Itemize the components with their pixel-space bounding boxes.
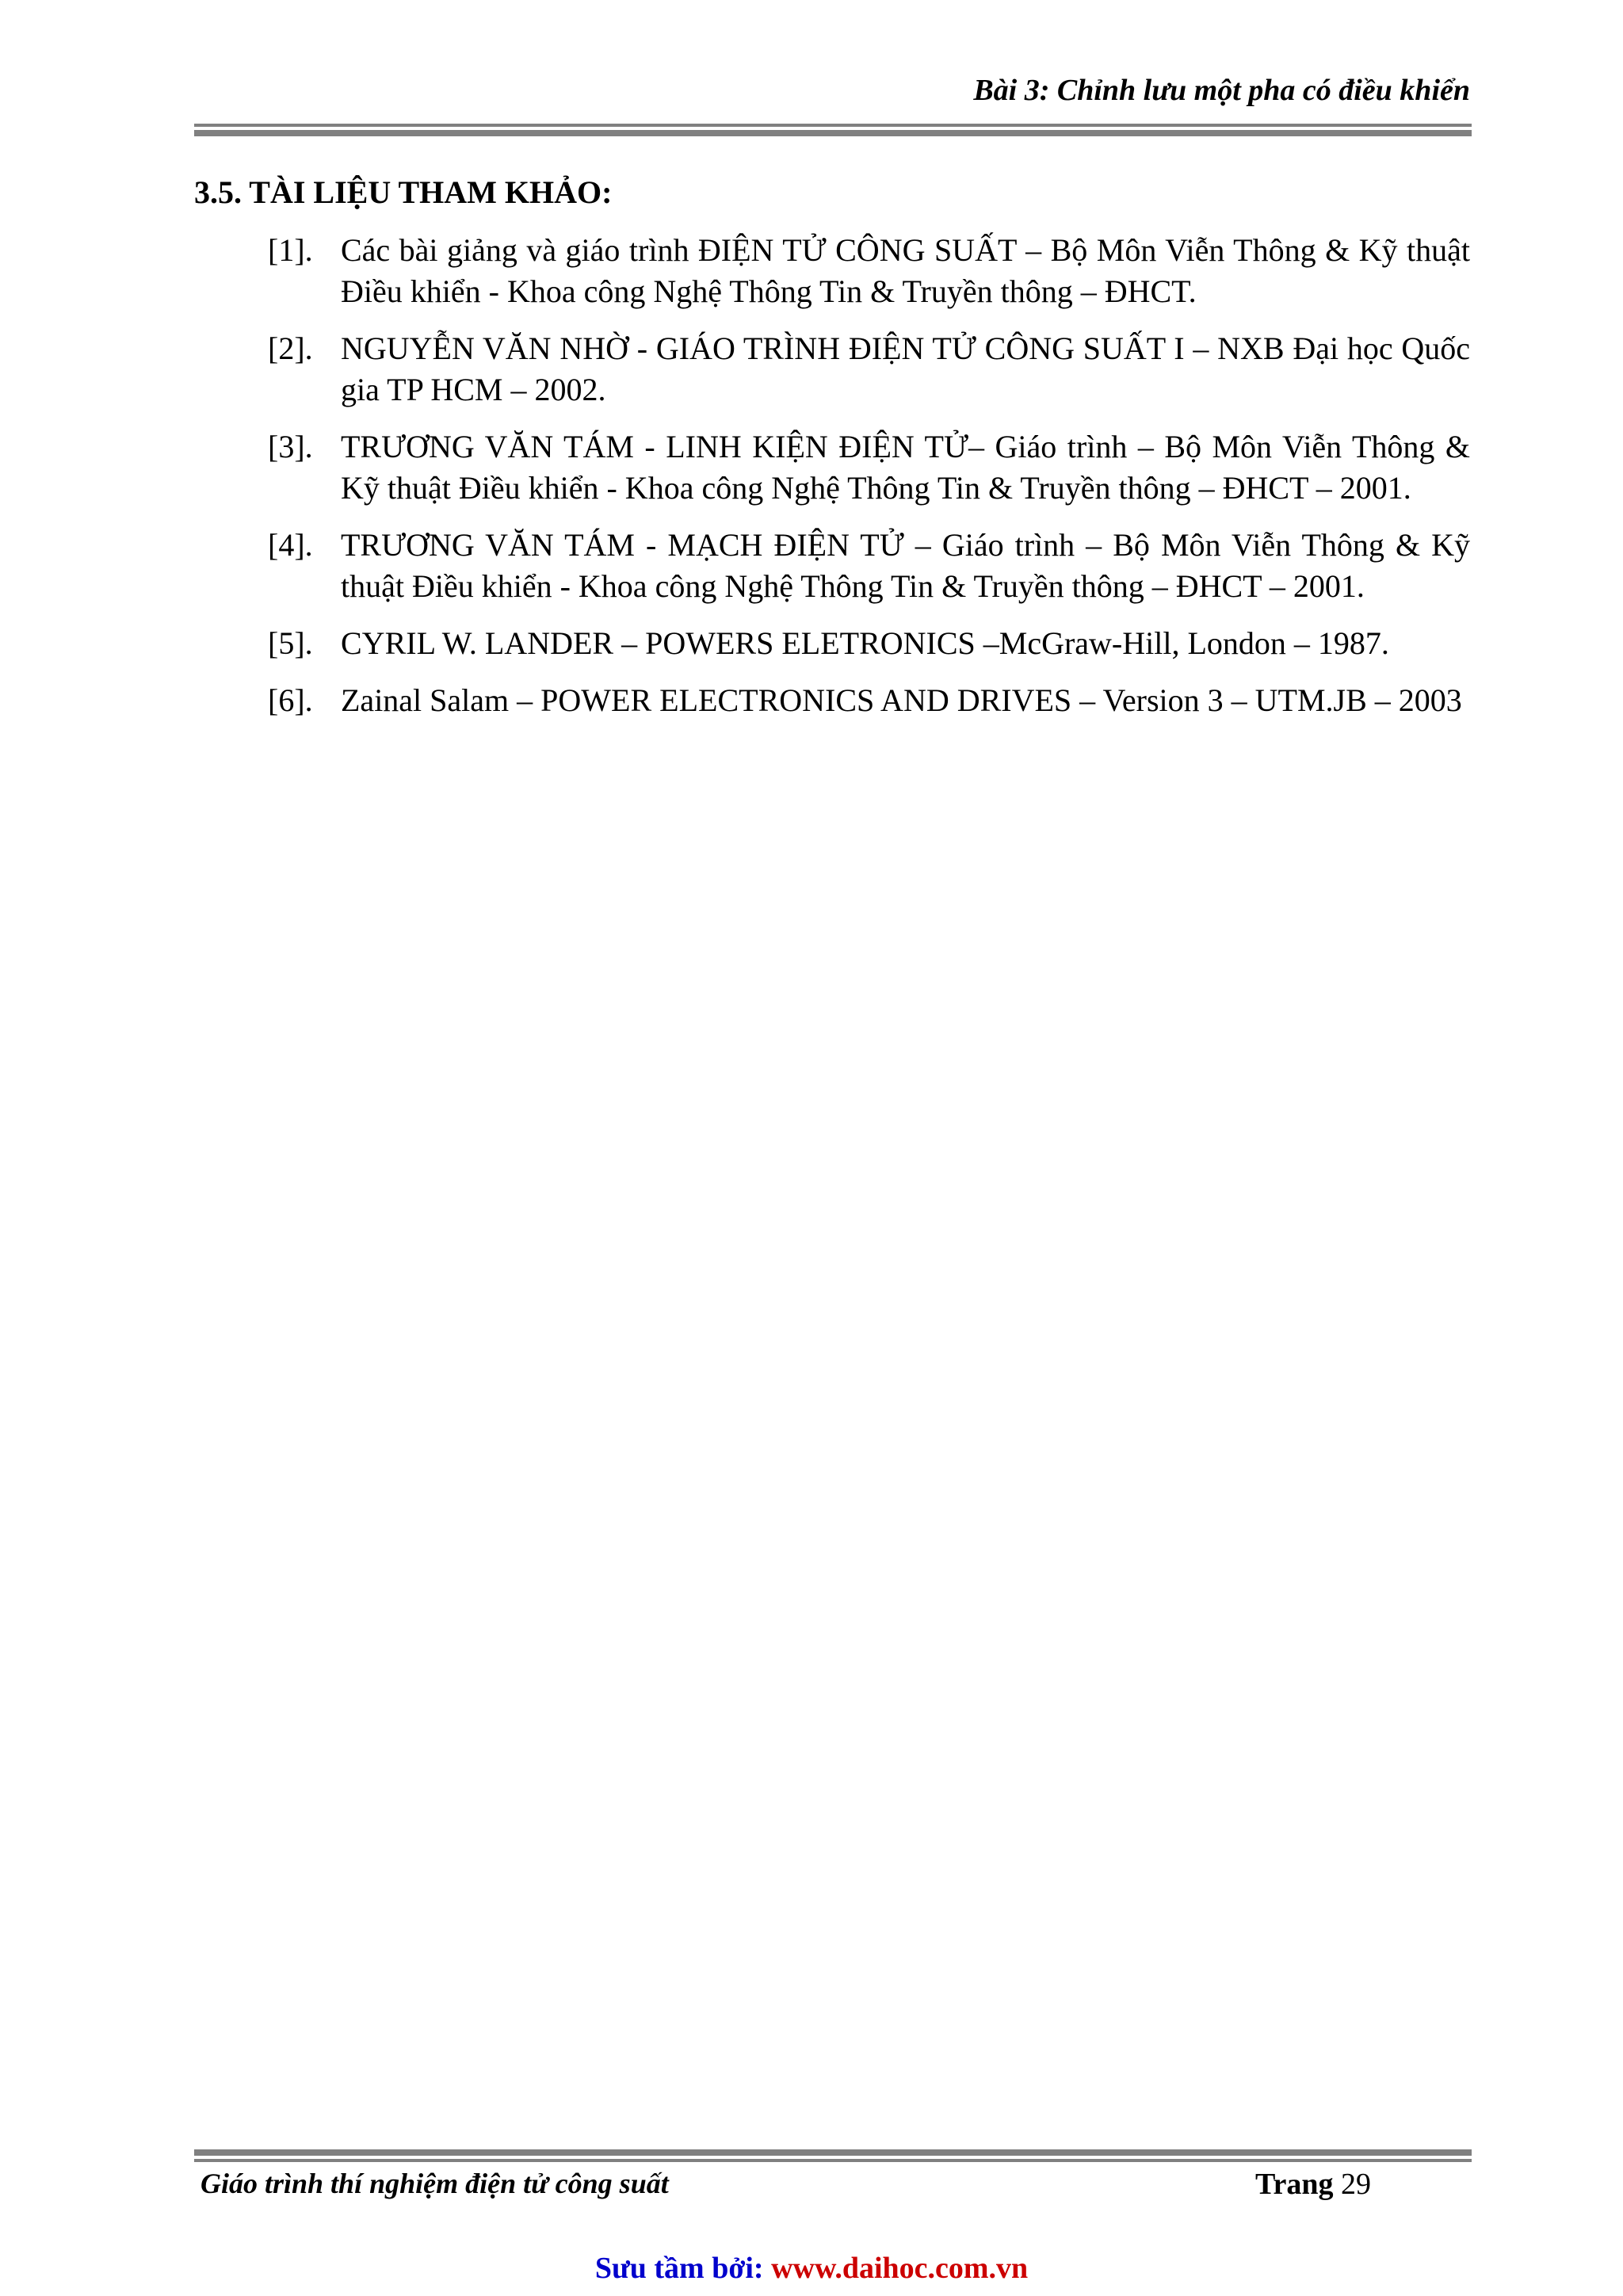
section-title: 3.5. TÀI LIỆU THAM KHẢO: <box>194 174 613 210</box>
reference-number: [4]. <box>268 527 313 563</box>
reference-item-4 <box>268 525 1470 607</box>
page-label: Trang <box>1254 2168 1334 2201</box>
reference-text: TRƯƠNG VĂN TÁM - MẠCH ĐIỆN TỬ – Giáo trình – Bộ Môn Viễn Thông & Kỹ thuật Điều khiển - Khoa công Nghệ Thông Tin & Truyền thông – ĐHCT – 2001. <box>341 527 1470 604</box>
source-url-link[interactable]: www.daihoc.com.vn <box>771 2252 1029 2285</box>
reference-number: [6]. <box>268 682 313 718</box>
reference-text: TRƯƠNG VĂN TÁM - LINH KIỆN ĐIỆN TỬ– Giáo trình – Bộ Môn Viễn Thông & Kỹ thuật Điều khiển - Khoa công Nghệ Thông Tin & Truyền thông – ĐHCT – 2001. <box>341 429 1470 506</box>
page-footer <box>194 2159 1470 2206</box>
page-number: 29 <box>1341 2168 1371 2201</box>
reference-item-3 <box>268 426 1470 509</box>
reference-number: [5]. <box>268 625 313 661</box>
reference-number: [3]. <box>268 429 313 464</box>
reference-text: CYRIL W. LANDER – POWERS ELETRONICS –McGraw-Hill, London – 1987. <box>341 625 1389 661</box>
header-rule <box>194 124 1472 136</box>
source-credit <box>0 2251 1623 2286</box>
footer-book-title: Giáo trình thí nghiệm điện tử công suất <box>200 2168 669 2199</box>
source-label: Sưu tầm bởi: <box>594 2252 764 2285</box>
reference-list <box>268 230 1470 737</box>
reference-text: Các bài giảng và giáo trình ĐIỆN TỬ CÔNG SUẤT – Bộ Môn Viễn Thông & Kỹ thuật Điều khiển - Khoa công Nghệ Thông Tin & Truyền thông – ĐHCT. <box>341 232 1470 309</box>
reference-item-6 <box>268 680 1470 721</box>
reference-number: [1]. <box>268 232 313 268</box>
page-header-title: Bài 3: Chỉnh lưu một pha có điều khiển <box>973 74 1470 107</box>
reference-item-2 <box>268 328 1470 411</box>
reference-text: NGUYỄN VĂN NHỜ - GIÁO TRÌNH ĐIỆN TỬ CÔNG SUẤT I – NXB Đại học Quốc gia TP HCM – 2002. <box>341 330 1470 407</box>
reference-item-1 <box>268 230 1470 312</box>
reference-text: Zainal Salam – POWER ELECTRONICS AND DRIVES – Version 3 – UTM.JB – 2003 <box>341 682 1462 718</box>
footer-page-number <box>1255 2167 1371 2202</box>
reference-item-5 <box>268 623 1470 664</box>
reference-number: [2]. <box>268 330 313 366</box>
